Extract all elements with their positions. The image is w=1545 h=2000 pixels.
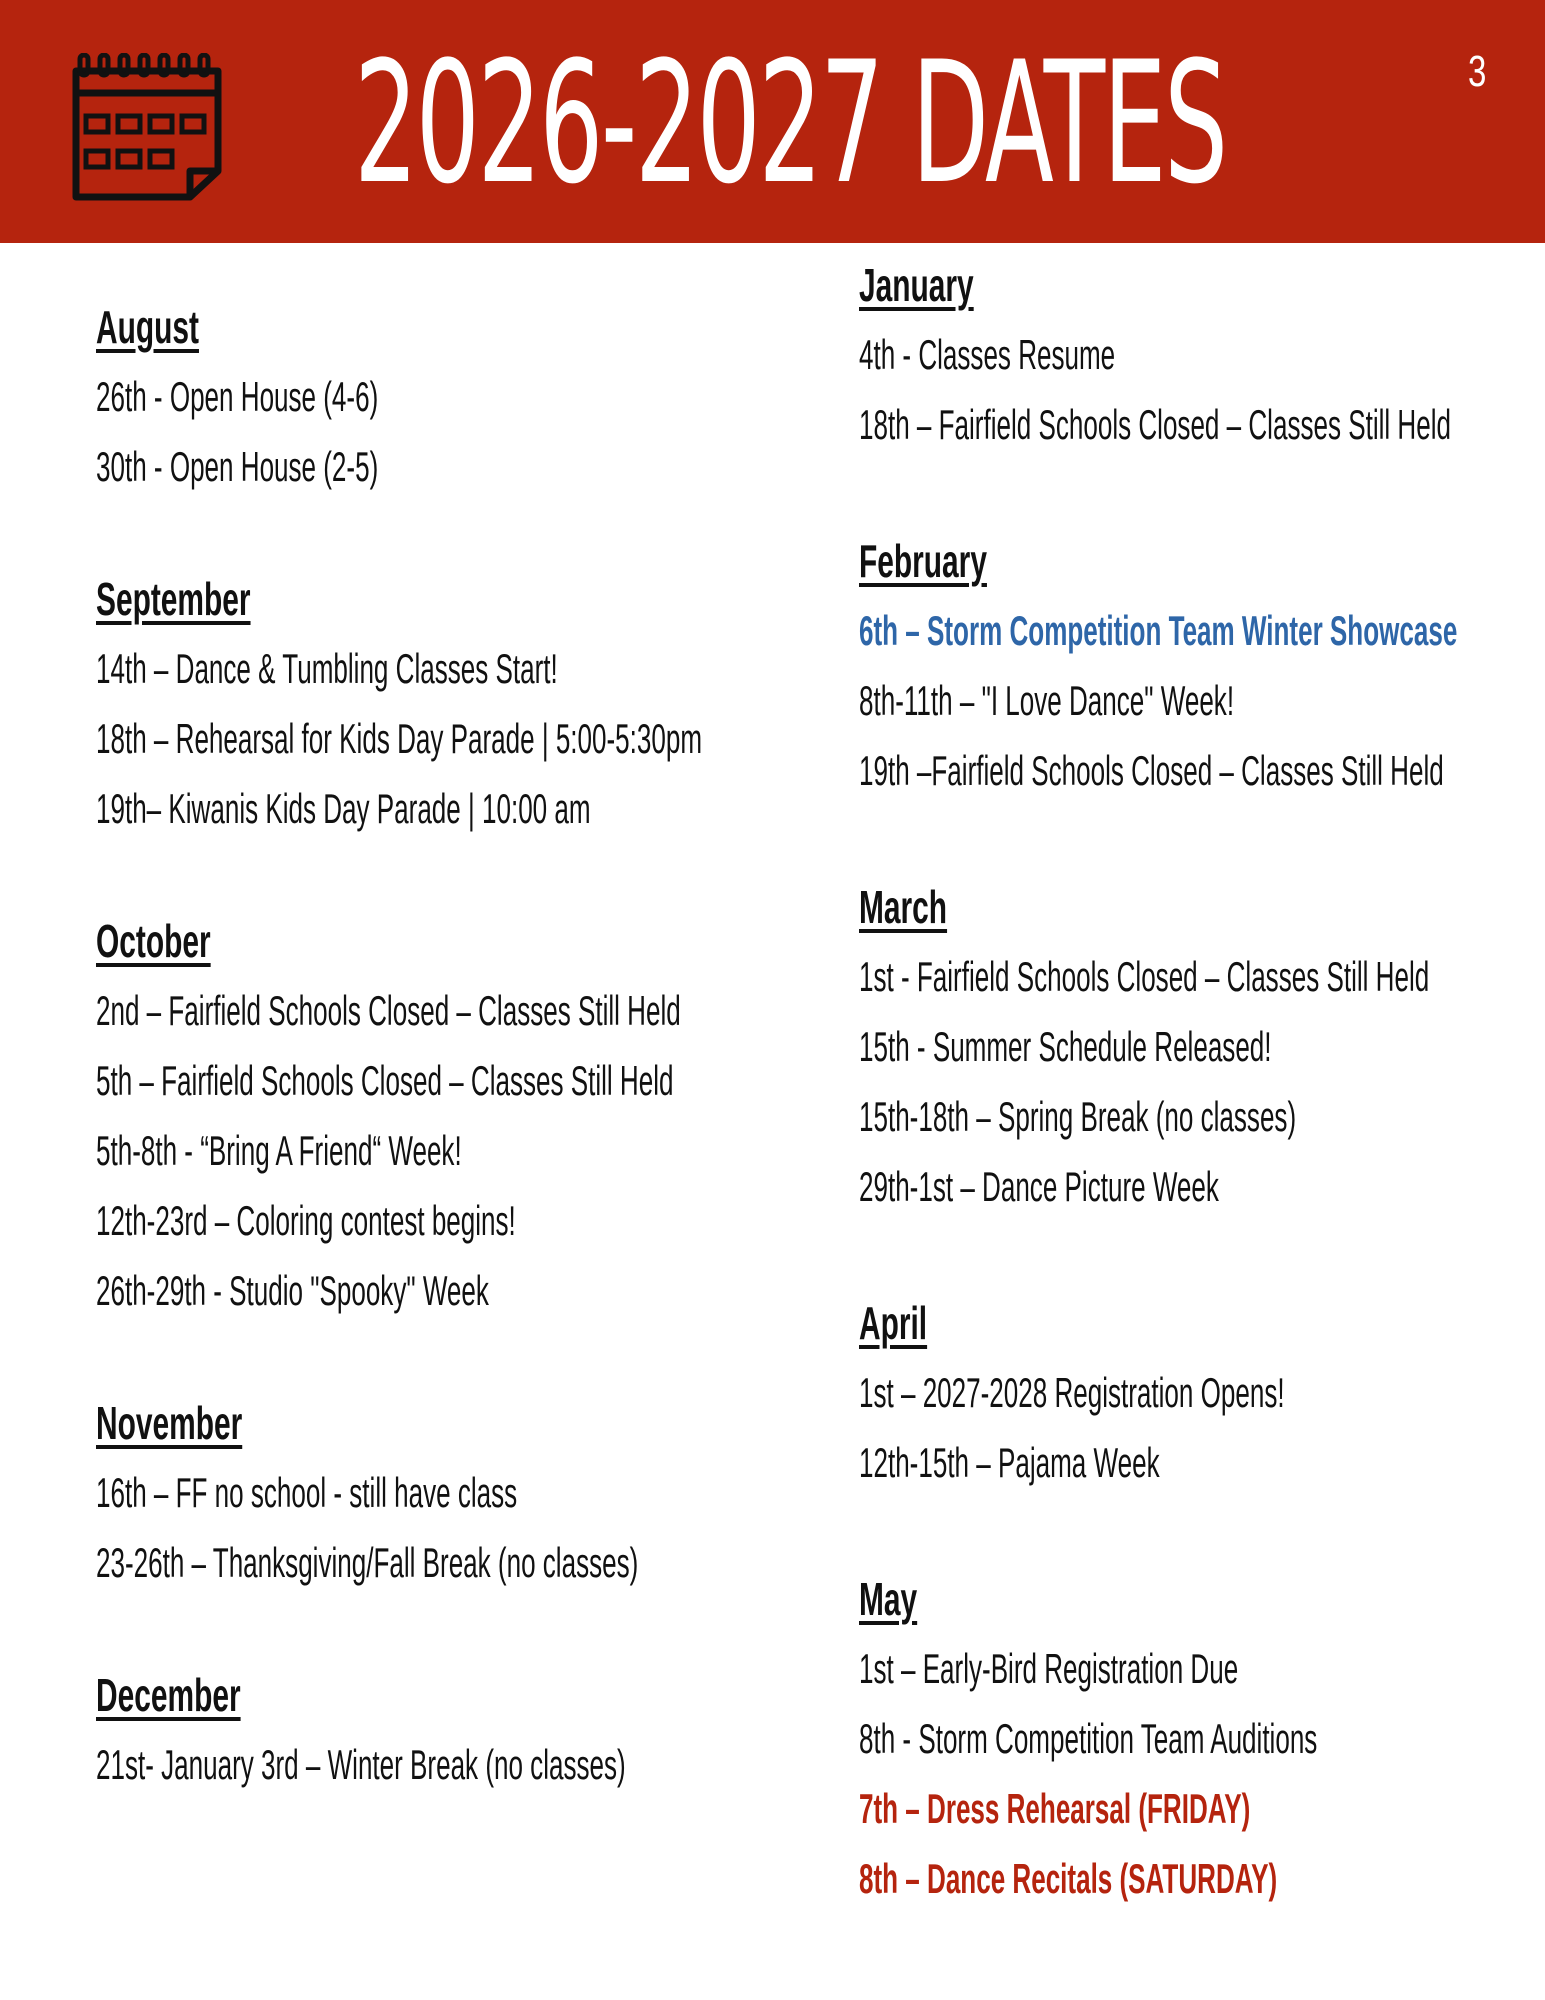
event-item: 1st – 2027-2028 Registration Opens! <box>859 1369 1285 1416</box>
month-february <box>859 526 1545 806</box>
month-heading: November <box>96 1397 243 1449</box>
event-item: 8th - Storm Competition Team Auditions <box>859 1715 1318 1762</box>
event-item: 14th – Dance & Tumbling Classes Start! <box>96 645 558 692</box>
month-heading: February <box>859 535 987 587</box>
event-item: 5th – Fairfield Schools Closed – Classes Still Held <box>96 1057 674 1104</box>
page-title: 2026-2027 DATES <box>354 25 1226 221</box>
event-item: 4th - Classes Resume <box>859 331 1116 378</box>
month-heading: August <box>96 301 199 353</box>
month-october <box>96 906 836 1326</box>
event-item: 19th– Kiwanis Kids Day Parade | 10:00 am <box>96 785 591 832</box>
event-item: 21st- January 3rd – Winter Break (no classes) <box>96 1741 626 1788</box>
event-item: 1st – Early-Bird Registration Due <box>859 1645 1239 1692</box>
calendar-icon <box>66 53 228 201</box>
page-number: 3 <box>1468 47 1487 96</box>
right-column <box>859 250 1545 1914</box>
event-item-highlight: 7th – Dress Rehearsal (FRIDAY) <box>859 1785 1251 1832</box>
month-heading: January <box>859 259 974 311</box>
month-august <box>96 292 836 502</box>
event-item: 12th-23rd – Coloring contest begins! <box>96 1197 516 1244</box>
month-heading: May <box>859 1573 918 1625</box>
month-heading: December <box>96 1669 241 1721</box>
event-item-highlight: 6th – Storm Competition Team Winter Showcase <box>859 607 1458 654</box>
left-column <box>96 292 836 1800</box>
page-header <box>0 0 1545 243</box>
event-item: 30th - Open House (2-5) <box>96 443 379 490</box>
month-heading: October <box>96 915 211 967</box>
event-item: 29th-1st – Dance Picture Week <box>859 1163 1219 1210</box>
month-april <box>859 1288 1545 1498</box>
event-item: 23-26th – Thanksgiving/Fall Break (no classes) <box>96 1539 639 1586</box>
event-item: 19th –Fairfield Schools Closed – Classes Still Held <box>859 747 1444 794</box>
event-item: 15th - Summer Schedule Released! <box>859 1023 1272 1070</box>
month-march <box>859 872 1545 1222</box>
event-item: 1st - Fairfield Schools Closed – Classes Still Held <box>859 953 1430 1000</box>
month-heading: April <box>859 1297 928 1349</box>
event-item: 12th-15th – Pajama Week <box>859 1439 1160 1486</box>
event-item: 18th – Rehearsal for Kids Day Parade | 5:00-5:30pm <box>96 715 703 762</box>
event-item: 18th – Fairfield Schools Closed – Classes Still Held <box>859 401 1451 448</box>
event-item: 2nd – Fairfield Schools Closed – Classes Still Held <box>96 987 681 1034</box>
month-heading: March <box>859 881 948 933</box>
event-item: 5th-8th - “Bring A Friend“ Week! <box>96 1127 462 1174</box>
event-item-highlight: 8th – Dance Recitals (SATURDAY) <box>859 1855 1278 1902</box>
month-january <box>859 250 1545 460</box>
month-may <box>859 1564 1545 1914</box>
event-item: 26th - Open House (4-6) <box>96 373 379 420</box>
month-november <box>96 1388 836 1598</box>
event-item: 8th-11th – "I Love Dance" Week! <box>859 677 1235 724</box>
event-item: 15th-18th – Spring Break (no classes) <box>859 1093 1297 1140</box>
event-item: 16th – FF no school - still have class <box>96 1469 518 1516</box>
month-september <box>96 564 836 844</box>
month-heading: September <box>96 573 251 625</box>
event-item: 26th-29th - Studio "Spooky" Week <box>96 1267 489 1314</box>
month-december <box>96 1660 836 1800</box>
